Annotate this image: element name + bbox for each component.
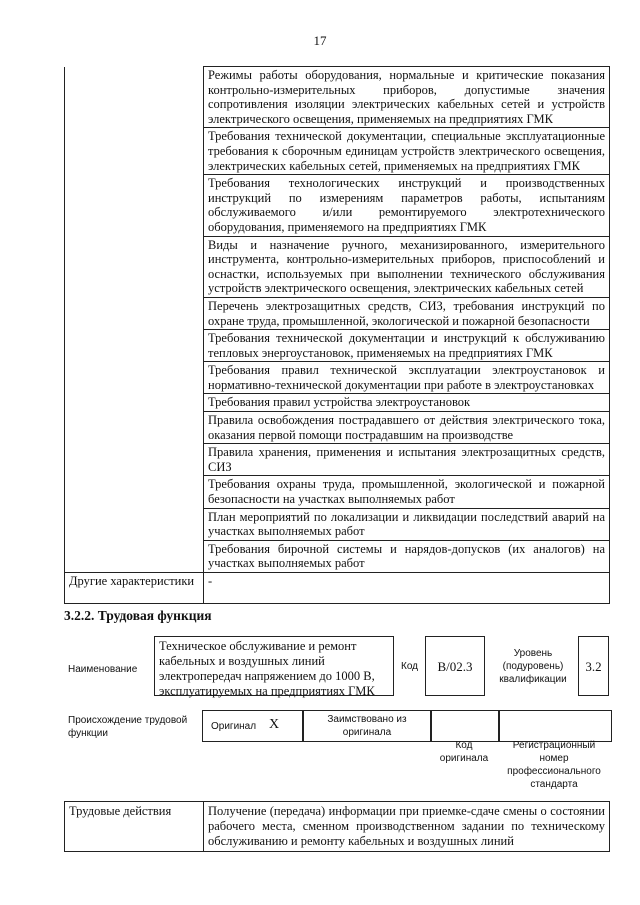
labor-actions-label: Трудовые действия (65, 802, 204, 852)
labor-action-text: Получение (передача) информации при приемке-сдаче смены о состоянии рабочего места, сменном производственном задании по техническому обслуживанию и ремонту кабельных и воздушных линий (204, 802, 610, 852)
origin-reg-cell (498, 710, 612, 742)
level-label: Уровень (подуровень) квалификации (499, 648, 567, 685)
borrowed-label: Заимствовано из оригинала (327, 714, 407, 738)
origin-original-cell (202, 710, 304, 742)
requirement-text: Требования бирочной системы и нарядов-допусков (их аналогов) на участках выполняемых работ (204, 540, 610, 572)
original-mark: X (269, 717, 280, 732)
other-characteristics-label: Другие характеристики (65, 573, 204, 604)
requirement-text: Виды и назначение ручного, механизированного, измерительного инструмента, контрольно-измерительных приборов, приспособлений и оснастки, используемых при выполнении технического обслуживания устройств электрического освещения, электрических кабельных сетей (204, 236, 610, 297)
requirement-text: Требования технологических инструкций и производственных инструкций по измерениям параметров работы, испытаниям обслуживаемого и/или ремонтируемого электротехнического оборудования, применяемого на предприятиях ГМК (204, 175, 610, 236)
code-label: Код (401, 661, 419, 672)
section-title: 3.2.2. Трудовая функция (64, 608, 212, 623)
origin-label: Происхождение трудовой функции (68, 715, 188, 739)
requirement-text: Требования охраны труда, промышленной, экологической и пожарной безопасности на участках выполняемых работ (204, 476, 610, 508)
function-code-box: B/02.3 (425, 636, 485, 696)
requirement-text: План мероприятий по локализации и ликвидации последствий аварий на участках выполняемых работ (204, 508, 610, 540)
origin-code-cell (430, 710, 500, 742)
page-number: 17 (313, 33, 327, 48)
reg-caption: Регистрационный номер профессионального стандарта (507, 740, 601, 790)
qualification-level-box: 3.2 (578, 636, 609, 696)
origin-borrowed-cell (302, 710, 432, 742)
other-characteristics-value: - (204, 573, 610, 604)
requirement-text: Требования технической документации, специальные эксплуатационные требования к сборочным единицам устройств электрического освещения, электрических кабельных сетей, применяемых на предприятиях ГМК (204, 128, 610, 175)
code-caption: Код оригинала (439, 740, 489, 764)
left-cell (65, 67, 204, 573)
requirement-text: Правила освобождения пострадавшего от действия электрического тока, оказания первой помощи пострадавшим на производстве (204, 412, 610, 444)
requirement-text: Требования технической документации и инструкций к обслуживанию тепловых энергоустановок, применяемых на предприятиях ГМК (204, 330, 610, 362)
name-label: Наименование (68, 664, 138, 675)
table-row (65, 802, 610, 852)
function-name-box: Техническое обслуживание и ремонт кабельных и воздушных линий электропередач напряжением до 1000 В, эксплуатируемых на предприятиях ГМК (154, 636, 394, 696)
labor-actions-table (64, 801, 610, 852)
table-row (65, 67, 610, 128)
table-row (65, 573, 610, 604)
requirement-text: Режимы работы оборудования, нормальные и критические показания контрольно-измерительных приборов, допустимые значения сопротивления изоляции электрических кабельных сетей и устройств электрического освещения, применяемых на предприятиях ГМК (204, 67, 610, 128)
requirement-text: Требования правил технической эксплуатации электроустановок и нормативно-технической документации при работе в электроустановках (204, 362, 610, 394)
requirement-text: Перечень электрозащитных средств, СИЗ, требования инструкций по охране труда, промышленной, экологической и пожарной безопасности (204, 297, 610, 329)
original-label: Оригинал (211, 721, 257, 732)
requirement-text: Требования правил устройства электроустановок (204, 394, 610, 412)
requirements-table (64, 66, 610, 604)
requirement-text: Правила хранения, применения и испытания электрозащитных средств, СИЗ (204, 444, 610, 476)
